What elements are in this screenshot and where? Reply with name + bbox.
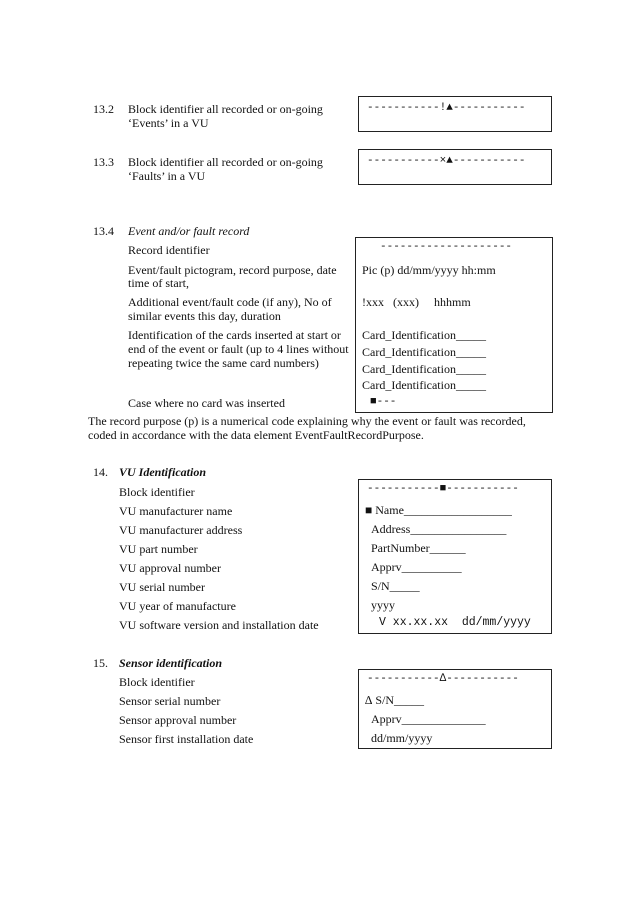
- sensor-row-label: Block identifier: [119, 675, 195, 689]
- sensor-row-label: Sensor first installation date: [119, 732, 254, 746]
- vu-box-line: PartNumber______: [371, 541, 466, 555]
- section-13-2-number: 13.2: [93, 102, 114, 116]
- cards-label-line2: end of the event or fault (up to 4 lines without: [128, 342, 349, 356]
- sensor-box-line: dd/mm/yyyy: [371, 731, 433, 745]
- sensor-row-label: Sensor serial number: [119, 694, 221, 708]
- cards-label-line1: Identification of the cards inserted at start or: [128, 328, 341, 342]
- vu-box-line: S/N_____: [371, 579, 420, 593]
- section-13-2-label-line2: ‘Events’ in a VU: [128, 116, 209, 130]
- section-13-2-box: [358, 96, 552, 132]
- section-13-2-label-line1: Block identifier all recorded or on-going: [128, 102, 323, 116]
- vu-identification-box: [358, 479, 552, 634]
- vu-row-label: VU part number: [119, 542, 198, 556]
- card-identification-1: Card_Identification_____: [362, 328, 486, 342]
- vu-box-line: V xx.xx.xx dd/mm/yyyy: [379, 616, 531, 629]
- vu-row-label: VU manufacturer name: [119, 504, 233, 518]
- additional-code-label-line1: Additional event/fault code (if any), No of: [128, 295, 332, 309]
- pictogram-label-line1: Event/fault pictogram, record purpose, date: [128, 263, 337, 277]
- sensor-row-label: Sensor approval number: [119, 713, 237, 727]
- pictogram-format: Pic (p) dd/mm/yyyy hh:mm: [362, 263, 496, 277]
- vu-row-label: VU approval number: [119, 561, 221, 575]
- event-codes-format: !xxx (xxx) hhhmm: [362, 295, 471, 309]
- vu-box-line: -----------■-----------: [367, 483, 519, 495]
- no-card-label: Case where no card was inserted: [128, 396, 285, 410]
- vu-row-label: VU year of manufacture: [119, 599, 236, 613]
- section-15-number: 15.: [93, 656, 108, 670]
- section-13-4-number: 13.4: [93, 224, 114, 238]
- sensor-identification-box: [358, 669, 552, 749]
- section-14-title: VU Identification: [119, 465, 207, 479]
- footnote-line2: coded in accordance with the data element EventFaultRecordPurpose.: [88, 428, 424, 442]
- record-identifier-label: Record identifier: [128, 243, 210, 257]
- card-identification-2: Card_Identification_____: [362, 345, 486, 359]
- pictogram-label-line2: time of start,: [128, 276, 189, 290]
- event-fault-record-box: [355, 237, 553, 413]
- card-identification-4: Card_Identification_____: [362, 378, 486, 392]
- section-15-title: Sensor identification: [119, 656, 223, 670]
- sensor-box-line: -----------∆-----------: [367, 673, 519, 685]
- cards-label-line3: repeating twice the same card numbers): [128, 356, 319, 370]
- record-identifier-dashes: --------------------: [380, 241, 513, 253]
- vu-row-label: VU serial number: [119, 580, 205, 594]
- vu-box-line: Apprv__________: [371, 560, 462, 574]
- section-13-4-title: Event and/or fault record: [128, 224, 250, 238]
- sensor-box-line: ∆ S/N_____: [365, 693, 425, 707]
- vu-row-label: VU manufacturer address: [119, 523, 243, 537]
- section-13-3-box: [358, 149, 552, 185]
- vu-row-label: Block identifier: [119, 485, 195, 499]
- section-13-3-label-line2: ‘Faults’ in a VU: [128, 169, 206, 183]
- card-identification-3: Card_Identification_____: [362, 362, 486, 376]
- vu-box-line: ■ Name__________________: [365, 503, 512, 517]
- section-13-2-box-line: -----------!▲-----------: [367, 102, 526, 114]
- section-13-3-number: 13.3: [93, 155, 114, 169]
- sensor-box-line: Apprv______________: [371, 712, 486, 726]
- section-13-3-box-line: -----------×▲-----------: [367, 155, 526, 167]
- section-14-number: 14.: [93, 465, 108, 479]
- footnote-line1: The record purpose (p) is a numerical code explaining why the event or fault was recorded,: [88, 414, 526, 428]
- vu-row-label: VU software version and installation date: [119, 618, 319, 632]
- vu-box-line: Address________________: [371, 522, 507, 536]
- additional-code-label-line2: similar events this day, duration: [128, 309, 281, 323]
- no-card-format: ■---: [370, 396, 397, 408]
- section-13-3-label-line1: Block identifier all recorded or on-going: [128, 155, 323, 169]
- vu-box-line: yyyy: [371, 598, 395, 612]
